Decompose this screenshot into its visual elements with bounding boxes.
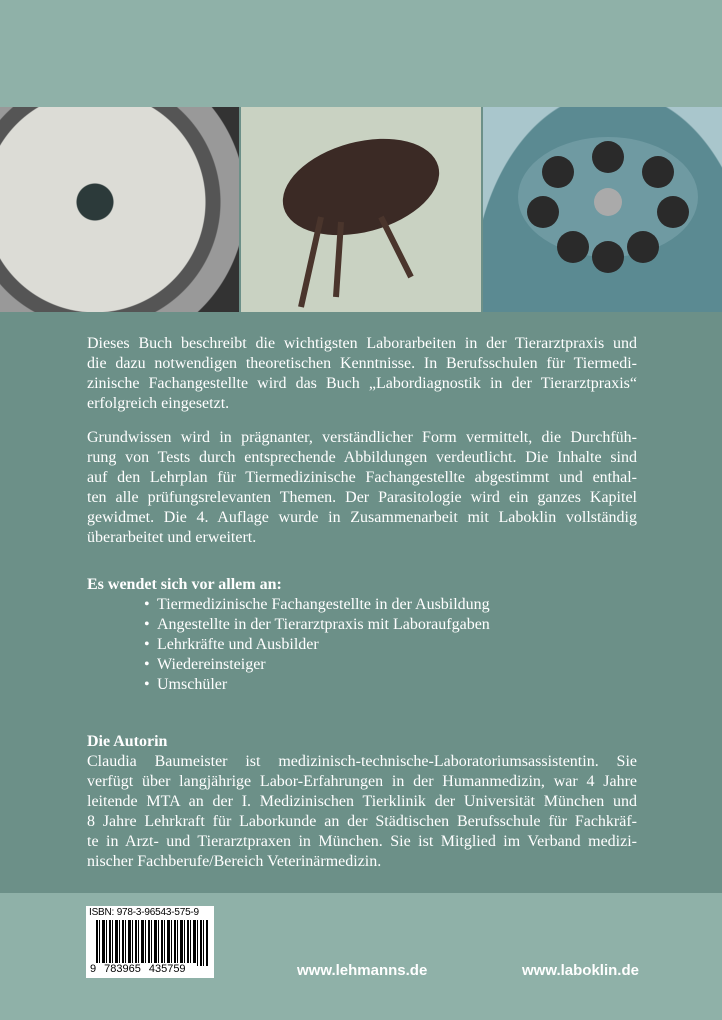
barcode-digit: 783965	[104, 963, 141, 975]
list-item: • Wiedereinsteiger	[87, 655, 637, 675]
lehmanns-url[interactable]: www.lehmanns.de	[297, 962, 428, 979]
audience-list	[87, 595, 637, 695]
barcode-bars	[96, 920, 208, 966]
isbn-label: ISBN: 978-3-96543-575-9	[89, 907, 199, 918]
intro-paragraph-2	[87, 428, 637, 548]
list-item: • Lehrkräfte und Ausbilder	[87, 635, 637, 655]
laboklin-url[interactable]: www.laboklin.de	[522, 962, 639, 979]
text-line: 8 Jahre Lehrkraft für Laborkunde an der Städtischen Berufsschule für Fachkräf-	[87, 813, 637, 830]
barcode-digit: 435759	[148, 963, 186, 975]
text-line: Dieses Buch beschreibt die wichtigsten Laborarbeiten in der Tierarztpraxis und	[87, 335, 637, 352]
text-line: nischer Fachberufe/Bereich Veterinärmedizin.	[87, 853, 382, 870]
text-line: te in Arzt- und Tierarztpraxen in München. Sie ist Mitglied im Verband medizi-	[87, 833, 637, 850]
list-item: • Tiermedizinische Fachangestellte in der Ausbildung	[87, 595, 637, 615]
text-line: ten alle prüfungsrelevanten Themen. Der Parasitologie wird ein ganzes Kapitel	[87, 489, 637, 506]
text-line: Grundwissen wird in prägnanter, verständlicher Form vermittelt, die Durchfüh-	[87, 429, 637, 446]
photo-strip	[0, 107, 722, 312]
list-item: • Umschüler	[87, 675, 637, 695]
text-line: verfügt über langjährige Labor-Erfahrungen in der Humanmedizin, war 4 Jahre	[87, 773, 637, 790]
text-line: Claudia Baumeister ist medizinisch-technische-Laboratoriumsassistentin. Sie	[87, 753, 637, 770]
text-line: rung von Tests durch entsprechende Abbildungen verdeutlicht. Die Inhalte sind	[87, 449, 637, 466]
audience-section	[87, 575, 637, 695]
barcode-digits	[88, 963, 196, 975]
flea-illustration	[241, 107, 480, 312]
intro-paragraph-1	[87, 334, 637, 414]
photo-centrifuge-rotor	[483, 107, 722, 312]
isbn-barcode	[86, 906, 214, 978]
audience-heading: Es wendet sich vor allem an:	[87, 576, 282, 593]
text-line: auf den Lehrplan für Tiermedizinische Fachangestellte abgestimmt und enthal-	[87, 469, 637, 486]
text-line: leitende MTA an der I. Medizinischen Tierklinik der Universität München und	[87, 793, 637, 810]
author-section	[87, 732, 637, 872]
photo-centrifuge-dial	[0, 107, 239, 312]
text-line: erfolgreich eingesetzt.	[87, 395, 230, 412]
top-band	[0, 0, 722, 107]
author-heading: Die Autorin	[87, 733, 168, 750]
list-item: • Angestellte in der Tierarztpraxis mit Laboraufgaben	[87, 615, 637, 635]
photo-flea-microscope	[241, 107, 480, 312]
text-line: zinische Fachangestellte wird das Buch „Labordiagnostik in der Tierarztpraxis“	[87, 375, 637, 392]
text-line: die dazu notwendigen theoretischen Kenntnisse. In Berufsschulen für Tiermedi-	[87, 355, 637, 372]
text-line: gewidmet. Die 4. Auflage wurde in Zusammenarbeit mit Laboklin vollständig	[87, 509, 637, 526]
text-line: überarbeitet und erweitert.	[87, 529, 257, 546]
rotor-illustration	[483, 107, 722, 312]
barcode-digit: 9	[90, 963, 97, 975]
